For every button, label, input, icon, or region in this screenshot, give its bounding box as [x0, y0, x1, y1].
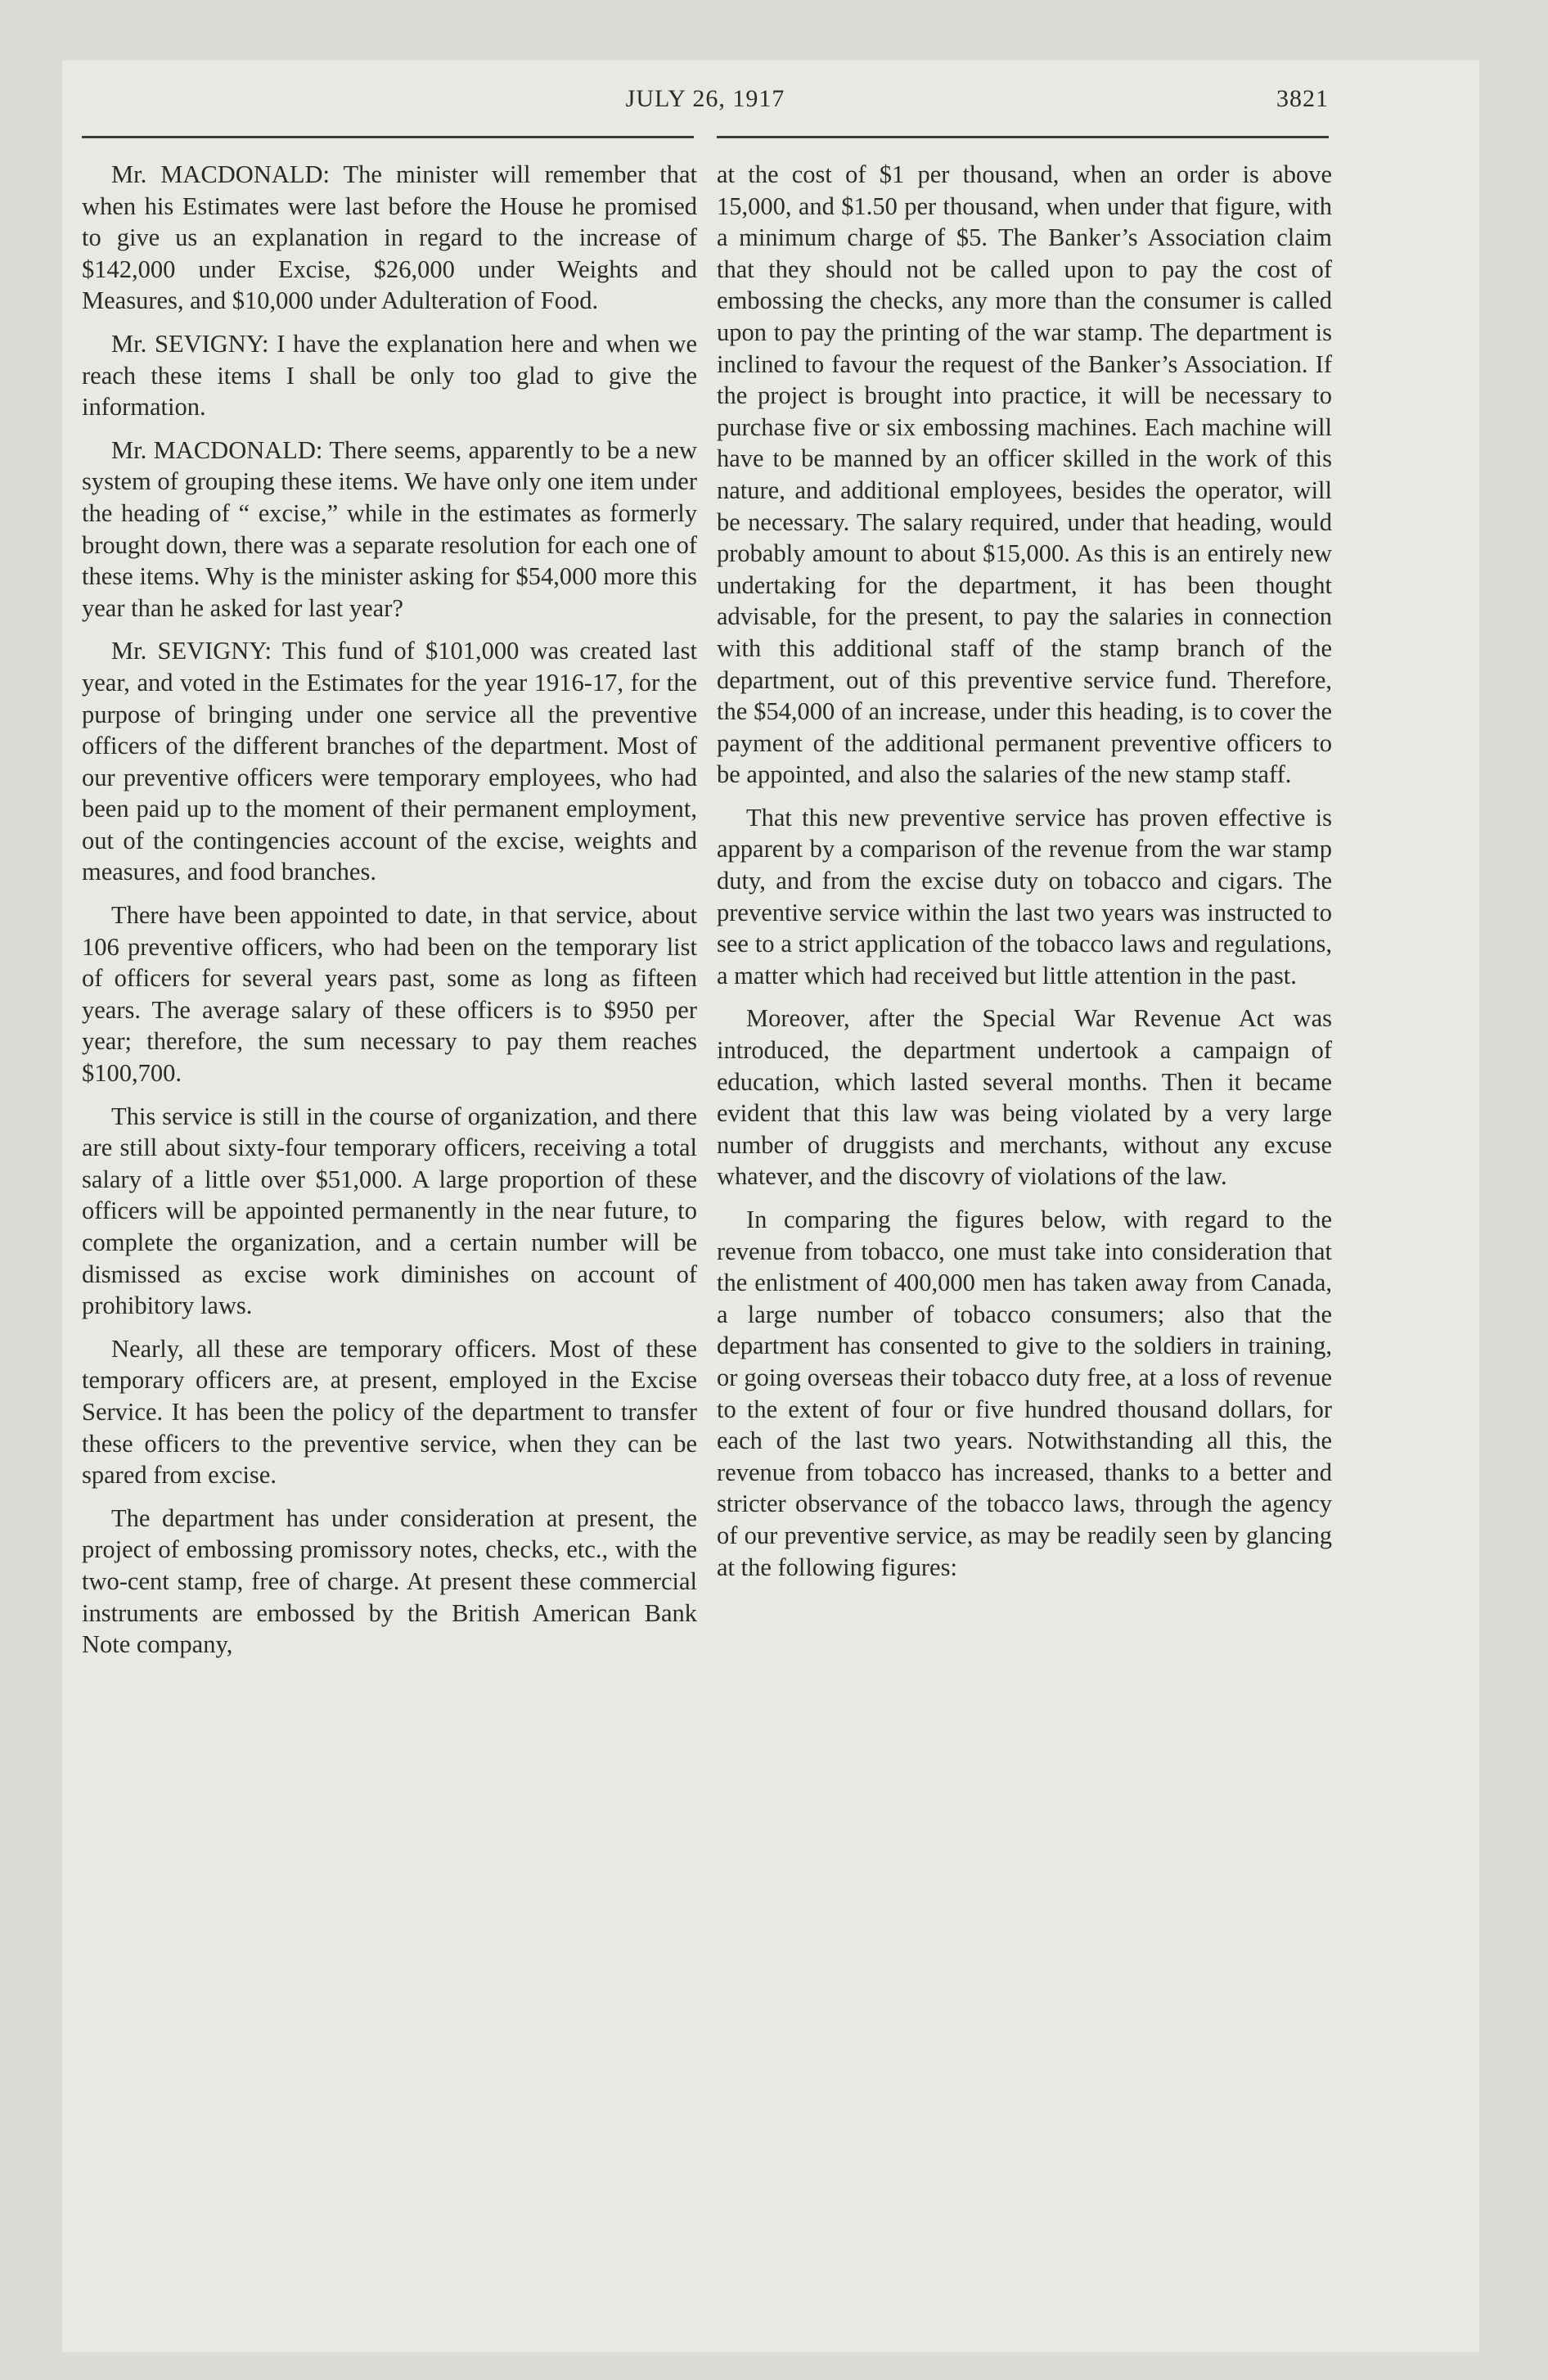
paragraph: at the cost of $1 per thousand, when an order is above 15,000, and $1.50 per thousand, when under that figure, with a minimum charge of $5. The Banker’s Association claim that they should not be called upon to pay the cost of embossing the checks, any more than the consumer is called upon to pay the printing of the war stamp. The department is inclined to favour the request of the Banker’s Association. If the project is brought into practice, it will be necessary to purchase five or six embossing machines. Each machine will have to be manned by an officer skilled in the work of this nature, and additional employees, besides the operator, will be necessary. The salary required, under that heading, would probably amount to about $15,000. As this is an entirely new undertaking for the department, it has been thought advisable, for the present, to pay the salaries in connection with this additional staff of the stamp branch of the department, out of this preventive service fund. Therefore, the $54,000 of an increase, under this heading, is to cover the payment of the additional permanent preventive officers to be appointed, and also the salaries of the new stamp staff. — [717, 160, 1332, 789]
right-column — [717, 159, 1332, 1594]
paragraph: Moreover, after the Special War Revenue Act was introduced, the department undertook a campaign of education, which lasted several months. Then it became evident that this law was being violated by a very large number of druggists and merchants, without any excuse whatever, and the discovry of violations of the law. — [717, 1004, 1332, 1191]
header-rule-right — [717, 136, 1329, 138]
paragraph: Nearly, all these are temporary officers. Most of these temporary officers are, at present, employed in the Excise Service. It has been the policy of the department to transfer these officers to the preventive service, when they can be spared from excise. — [82, 1334, 697, 1490]
paragraph: That this new preventive service has proven effective is apparent by a comparison of the revenue from the war stamp duty, and from the excise duty on tobacco and cigars. The preventive service within the last two years was instructed to see to a strict application of the tobacco laws and regulations, a matter which had received but little attention in the past. — [717, 803, 1332, 989]
paragraph: Mr. MACDONALD: The minister will remember that when his Estimates were last before the House he promised to give us an explanation in regard to the increase of $142,000 under Excise, $26,000 under Weights and Measures, and $10,000 under Adulteration of Food. — [82, 160, 697, 315]
paragraph: In comparing the figures below, with regard to the revenue from tobacco, one must take into consideration that the enlistment of 400,000 men has taken away from Canada, a large number of tobacco consumers; also that the department has consented to give to the soldiers in training, or going overseas their tobacco duty free, at a loss of revenue to the extent of four or five hundred thousand dollars, for each of the last two years. Notwithstanding all this, the revenue from tobacco has increased, thanks to a better and stricter observance of the tobacco laws, through the agency of our preventive service, as may be readily seen by glancing at the following figures: — [717, 1206, 1332, 1581]
paragraph: Mr. MACDONALD: There seems, apparently to be a new system of grouping these items. We have only one item under the heading of “ excise,” while in the estimates as formerly brought down, there was a separate resolution for each one of these items. Why is the minister asking for $54,000 more this year than he asked for last year? — [82, 435, 697, 622]
header-date: JULY 26, 1917 — [625, 85, 785, 112]
paragraph: The department has under consideration at present, the project of embossing promissory notes, checks, etc., with the two-cent stamp, free of charge. At present these commercial instruments are embossed by the British American Bank Note company, — [82, 1503, 697, 1659]
paragraph: There have been appointed to date, in that service, about 106 preventive officers, who had been on the temporary list of officers for several years past, some as long as fifteen years. The average salary of these officers is to $950 per year; therefore, the sum necessary to pay them reaches $100,700. — [82, 901, 697, 1088]
paragraph: Mr. SEVIGNY: I have the explanation here and when we reach these items I shall be only too glad to give the information. — [82, 329, 697, 421]
page-header — [82, 85, 1329, 123]
header-rule-left — [82, 136, 694, 138]
paragraph: This service is still in the course of organization, and there are still about sixty-four temporary officers, receiving a total salary of a little over $51,000. A large proportion of these officers will be appointed permanently in the near future, to complete the organization, and a certain number will be dismissed as excise work diminishes on account of prohibitory laws. — [82, 1102, 697, 1320]
paragraph: Mr. SEVIGNY: This fund of $101,000 was created last year, and voted in the Estimates for the year 1916-17, for the purpose of bringing under one service all the preventive officers of the different branches of the department. Most of our preventive officers were temporary employees, who had been paid up to the moment of their permanent employment, out of the contingencies account of the excise, weights and measures, and food branches. — [82, 637, 697, 886]
left-column — [82, 159, 697, 1672]
page-number: 3821 — [1276, 85, 1329, 112]
